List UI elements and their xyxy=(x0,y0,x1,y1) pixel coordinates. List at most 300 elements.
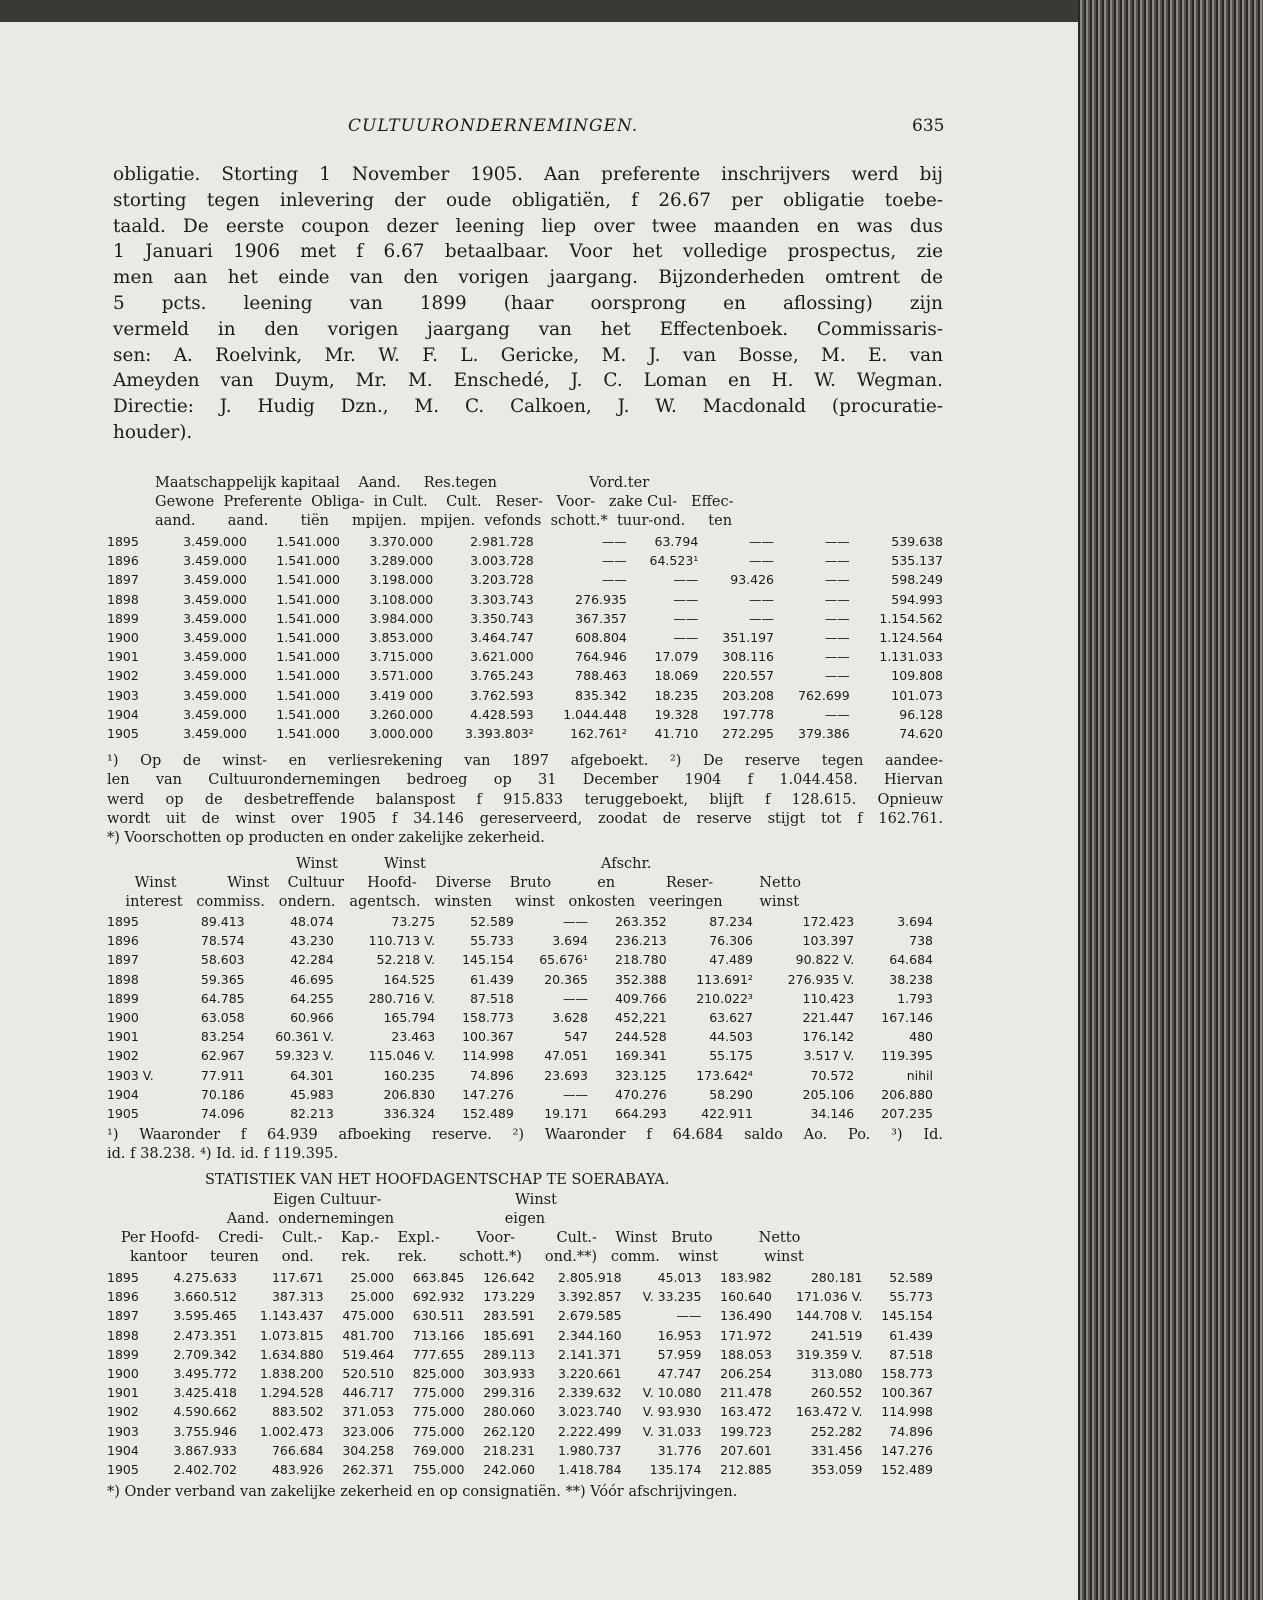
table-cell: 788.463 xyxy=(575,668,627,684)
table-cell: —— xyxy=(824,553,850,569)
table-cell: 3.350.743 xyxy=(470,610,534,626)
table-cell: 90.822 V. xyxy=(795,952,855,968)
table-cell: 4.428.593 xyxy=(470,706,534,722)
table-cell: —— xyxy=(824,630,850,646)
table-cell: 3.765.243 xyxy=(470,668,534,684)
table-cell: 299.316 xyxy=(483,1385,535,1401)
table-cell: 59.323 V. xyxy=(275,1048,334,1064)
table-cell: 42.284 xyxy=(290,952,334,968)
note-line: *) Onder verband van zakelijke zekerheid en op consignatiën. **) Vóór afschrijvingen. xyxy=(107,1484,738,1500)
page-number: 635 xyxy=(912,116,945,136)
body-paragraph xyxy=(113,162,943,446)
table-row xyxy=(107,1085,933,1104)
table-cell: 126.642 xyxy=(483,1270,535,1285)
table-cell: 3.393.803² xyxy=(465,726,534,742)
table-cell: 692.932 xyxy=(412,1289,465,1305)
table-cell: 3.459.000 xyxy=(183,687,247,703)
table-cell: 87.518 xyxy=(470,990,514,1006)
table-cell: 2.473.351 xyxy=(173,1327,237,1343)
table1-header xyxy=(155,474,733,531)
table-cell: 2.805.918 xyxy=(557,1270,622,1285)
table-cell: 3.425.418 xyxy=(173,1385,237,1401)
table-header-line: Winst Winst Afschr. xyxy=(107,856,652,872)
table-cell: 89.413 xyxy=(200,914,245,929)
table-cell: 147.276 xyxy=(881,1442,933,1458)
table-cell: 218.231 xyxy=(483,1442,535,1458)
table-cell: 70.186 xyxy=(200,1086,245,1102)
row-year: 1903 xyxy=(107,687,139,703)
row-year: 1896 xyxy=(107,933,139,949)
table-cell: 313.080 xyxy=(810,1366,863,1382)
table-cell: —— xyxy=(749,534,774,549)
table-cell: 353.059 xyxy=(810,1462,863,1478)
row-year: 1901 xyxy=(107,1029,139,1045)
table-cell: 480 xyxy=(909,1029,933,1045)
table-cell: 775.000 xyxy=(412,1423,465,1439)
table-cell: 48.074 xyxy=(290,914,334,929)
table-cell: —— xyxy=(673,630,699,646)
table-cell: 62.967 xyxy=(200,1048,245,1064)
table-cell: 115.046 V. xyxy=(368,1048,436,1064)
table-cell: 738 xyxy=(909,933,933,949)
table-cell: 44.503 xyxy=(709,1029,753,1045)
row-year: 1897 xyxy=(107,1308,139,1324)
table-cell: 2.402.702 xyxy=(173,1462,237,1478)
table-cell: 114.998 xyxy=(462,1048,514,1064)
table-row xyxy=(107,1008,933,1027)
table-cell: —— xyxy=(749,591,774,607)
table-cell: 336.324 xyxy=(383,1106,436,1122)
table-row xyxy=(107,705,943,724)
table-cell: —— xyxy=(824,591,850,607)
table-cell: 64.684 xyxy=(889,952,933,968)
table-cell: 57.959 xyxy=(657,1346,702,1362)
table-cell: 236.213 xyxy=(614,933,667,949)
table-cell: —— xyxy=(824,649,850,665)
table3-title: STATISTIEK VAN HET HOOFDAGENTSCHAP TE SOERABAYA. xyxy=(205,1172,670,1188)
table-cell: 303.933 xyxy=(483,1366,535,1382)
paragraph-line: Ameyden van Duym, Mr. M. Enschedé, J. C. Loman en H. W. Wegman. xyxy=(113,370,943,392)
table-cell: 1.541.000 xyxy=(276,630,340,646)
table-cell: 64.301 xyxy=(290,1067,334,1083)
table-cell: 351.197 xyxy=(722,630,774,646)
table-cell: 55.175 xyxy=(709,1048,753,1064)
table-cell: 3.023.740 xyxy=(557,1404,622,1420)
table-cell: 3.755.946 xyxy=(173,1423,237,1439)
table-cell: —— xyxy=(562,1086,588,1102)
table-cell: 3.628 xyxy=(552,1010,588,1026)
table-cell: 158.773 xyxy=(462,1010,514,1026)
table-cell: 93.426 xyxy=(730,572,774,588)
table-cell: 1.073.815 xyxy=(260,1327,324,1343)
running-header: CULTUURONDERNEMINGEN. xyxy=(348,116,639,136)
table-cell: 1.634.880 xyxy=(260,1346,324,1362)
table-cell: nihil xyxy=(906,1067,933,1083)
table-header-line: Aand. ondernemingen eigen xyxy=(107,1211,546,1227)
table-cell: 242.060 xyxy=(483,1462,535,1478)
row-year: 1901 xyxy=(107,1385,139,1401)
row-year: 1900 xyxy=(107,1366,139,1382)
note-line: len van Cultuurondernemingen bedroeg op 31 December 1904 f 1.044.458. Hiervan xyxy=(107,772,943,789)
table-cell: 1.044.448 xyxy=(563,706,627,722)
table-row xyxy=(107,1268,933,1287)
table-cell: 519.464 xyxy=(342,1346,395,1362)
note-line: ¹) Waaronder f 64.939 afboeking reserve. ²) Waaronder f 64.684 saldo Ao. Po. ³) Id. xyxy=(107,1127,943,1143)
table-cell: 3.571.000 xyxy=(369,668,434,684)
table-cell: 3.867.933 xyxy=(173,1442,237,1458)
table-cell: 775.000 xyxy=(412,1404,465,1420)
table-cell: 18.069 xyxy=(654,668,699,684)
row-year: 1895 xyxy=(107,534,139,549)
table-row xyxy=(107,931,933,950)
row-year: 1896 xyxy=(107,1289,139,1305)
table-row xyxy=(107,1027,933,1046)
table-cell: 777.655 xyxy=(412,1346,465,1362)
row-year: 1903 xyxy=(107,1423,139,1439)
table-row xyxy=(107,1402,933,1421)
table-cell: 46.695 xyxy=(290,971,334,987)
table-row xyxy=(107,570,943,589)
table-cell: 3.459.000 xyxy=(183,726,247,742)
table-cell: 3.853.000 xyxy=(369,630,434,646)
table-cell: 34.146 xyxy=(810,1106,855,1122)
row-year: 1902 xyxy=(107,1048,139,1064)
table-cell: 210.022³ xyxy=(696,990,753,1006)
table-cell: 162.761² xyxy=(570,726,627,742)
table-cell: 207.601 xyxy=(720,1442,772,1458)
table-header-line: interest commiss. ondern. agentsch. winsten winst onkosten veeringen winst xyxy=(107,894,800,910)
table-cell: 110.713 V. xyxy=(368,933,436,949)
row-year: 1895 xyxy=(107,1270,139,1285)
table-row xyxy=(107,647,943,666)
table-cell: 3.464.747 xyxy=(470,630,534,646)
table-cell: 1.124.564 xyxy=(879,630,943,646)
table-cell: 3.621.000 xyxy=(470,649,534,665)
table-header-line: Eigen Cultuur- Winst xyxy=(107,1192,557,1208)
table-cell: 3.220.661 xyxy=(557,1366,622,1382)
table-cell: 775.000 xyxy=(412,1385,465,1401)
table-cell: 2.679.585 xyxy=(557,1308,622,1324)
table-cell: 100.367 xyxy=(881,1385,933,1401)
table-cell: 136.490 xyxy=(720,1308,772,1324)
table-header-line: Maatschappelijk kapitaal Aand. Res.tegen Vord.ter xyxy=(155,475,650,491)
table-cell: 3.108.000 xyxy=(369,591,434,607)
table-cell: 409.766 xyxy=(614,990,667,1006)
paragraph-line: sen: A. Roelvink, Mr. W. F. L. Gericke, M. J. van Bosse, M. E. van xyxy=(113,344,943,366)
table-cell: 3.459.000 xyxy=(183,610,247,626)
table-cell: 3.000.000 xyxy=(369,726,434,742)
table-cell: —— xyxy=(749,610,774,626)
table3-notes xyxy=(107,1483,943,1502)
table-cell: 163.472 V. xyxy=(795,1404,863,1420)
row-year: 1902 xyxy=(107,668,139,684)
table-cell: 41.710 xyxy=(654,726,699,742)
table-cell: 3.694 xyxy=(552,933,588,949)
table-cell: 74.096 xyxy=(200,1106,245,1122)
table-cell: 3.198.000 xyxy=(369,572,434,588)
table-cell: 205.106 xyxy=(802,1086,855,1102)
table-cell: 207.235 xyxy=(881,1106,933,1122)
table-cell: —— xyxy=(562,914,588,929)
table-cell: 3.459.000 xyxy=(183,572,247,588)
table-row xyxy=(107,1345,933,1364)
table-cell: 43.230 xyxy=(290,933,334,949)
row-year: 1905 xyxy=(107,1462,139,1478)
table-cell: 766.684 xyxy=(271,1442,324,1458)
table-cell: 3.419 000 xyxy=(369,687,434,703)
table-cell: 60.966 xyxy=(290,1010,334,1026)
table-cell: 283.591 xyxy=(483,1308,535,1324)
table-cell: 323.125 xyxy=(614,1067,667,1083)
table-cell: 152.489 xyxy=(462,1106,514,1122)
paragraph-line: 5 pcts. leening van 1899 (haar oorsprong en aflossing) zijn xyxy=(113,292,943,314)
table-cell: 3.694 xyxy=(897,914,933,929)
row-year: 1898 xyxy=(107,1327,139,1343)
table-cell: 367.357 xyxy=(575,610,627,626)
table-cell: 65.676¹ xyxy=(539,952,588,968)
table-cell: 1.541.000 xyxy=(276,668,340,684)
table2-notes xyxy=(107,1126,943,1165)
table-cell: 52.589 xyxy=(889,1270,933,1285)
table-cell: 481.700 xyxy=(342,1327,395,1343)
table-cell: 262.371 xyxy=(342,1462,395,1478)
table-cell: 664.293 xyxy=(614,1106,667,1122)
row-year: 1904 xyxy=(107,706,139,722)
table-row xyxy=(107,1364,933,1383)
table-cell: 76.306 xyxy=(709,933,753,949)
table-row xyxy=(107,1306,933,1325)
table-cell: 158.773 xyxy=(881,1366,933,1382)
table-cell: 3.459.000 xyxy=(183,668,247,684)
paragraph-line: men aan het einde van den vorigen jaargang. Bijzonderheden omtrent de xyxy=(113,267,943,289)
paragraph-line: Directie: J. Hudig Dzn., M. C. Calkoen, J. W. Macdonald (procuratie- xyxy=(113,396,943,418)
table-cell: 1.131.033 xyxy=(879,649,943,665)
row-year: 1899 xyxy=(107,1346,139,1362)
table-cell: 4.275.633 xyxy=(173,1270,237,1285)
table-cell: 280.716 V. xyxy=(368,990,436,1006)
table-row xyxy=(107,989,933,1008)
table-cell: 3.392.857 xyxy=(557,1289,622,1305)
table-cell: 276.935 V. xyxy=(787,971,855,987)
table-cell: 145.154 xyxy=(462,952,514,968)
table-cell: 3.289.000 xyxy=(369,553,434,569)
table-cell: 58.290 xyxy=(709,1086,753,1102)
table-row xyxy=(107,1460,933,1479)
table-cell: 19.328 xyxy=(654,706,699,722)
row-year: 1900 xyxy=(107,1010,139,1026)
table-cell: 17.079 xyxy=(654,649,699,665)
note-line: wordt uit de winst over 1905 f 34.146 gereserveerd, zoodat de reserve stijgt tot f 162.761. xyxy=(107,810,943,827)
table-cell: 1.154.562 xyxy=(879,610,943,626)
table-cell: —— xyxy=(601,572,627,588)
table-cell: V. 93.930 xyxy=(642,1404,702,1420)
table-cell: 263.352 xyxy=(614,914,667,929)
table-cell: 18.235 xyxy=(654,687,699,703)
table-row xyxy=(107,1104,933,1123)
table-cell: —— xyxy=(824,706,850,722)
table-row xyxy=(107,532,943,551)
table-cell: 1.838.200 xyxy=(260,1366,324,1382)
table-cell: —— xyxy=(562,990,588,1006)
table-cell: 218.780 xyxy=(614,952,667,968)
table-cell: 45.013 xyxy=(657,1270,702,1285)
table-cell: 96.128 xyxy=(899,706,943,722)
row-year: 1897 xyxy=(107,572,139,588)
table-cell: 206.830 xyxy=(383,1086,436,1102)
table-cell: 83.254 xyxy=(200,1029,245,1045)
table-cell: 117.671 xyxy=(271,1270,324,1285)
table-row xyxy=(107,1326,933,1345)
paragraph-line: houder). xyxy=(113,421,193,443)
table-cell: 47.747 xyxy=(657,1366,702,1382)
table-cell: 103.397 xyxy=(802,933,855,949)
table-cell: 188.053 xyxy=(720,1346,772,1362)
table-cell: 212.885 xyxy=(720,1462,772,1478)
table-cell: 244.528 xyxy=(614,1029,667,1045)
table-cell: 304.258 xyxy=(342,1442,395,1458)
row-year: 1901 xyxy=(107,649,139,665)
table-cell: 31.776 xyxy=(657,1442,702,1458)
table-row xyxy=(107,1422,933,1441)
table-cell: 206.254 xyxy=(720,1366,772,1382)
table-cell: 276.935 xyxy=(575,591,627,607)
table-cell: 173.229 xyxy=(483,1289,535,1305)
table-cell: 100.367 xyxy=(462,1029,514,1045)
table-cell: 483.926 xyxy=(271,1462,324,1478)
table1-capital xyxy=(107,532,943,743)
table1-notes xyxy=(107,752,943,848)
table-cell: 63.058 xyxy=(200,1010,245,1026)
table-cell: 1.541.000 xyxy=(276,572,340,588)
table-cell: 446.717 xyxy=(342,1385,395,1401)
table-cell: 74.620 xyxy=(899,726,943,742)
table-cell: 352.388 xyxy=(614,971,667,987)
table-cell: 63.627 xyxy=(709,1010,753,1026)
table-cell: 199.723 xyxy=(720,1423,772,1439)
table-cell: 3.459.000 xyxy=(183,553,247,569)
row-year: 1899 xyxy=(107,990,139,1006)
table-cell: 55.733 xyxy=(470,933,514,949)
table-cell: 171.972 xyxy=(720,1327,772,1343)
table-cell: 3.495.772 xyxy=(173,1366,237,1382)
table-cell: 3.459.000 xyxy=(183,649,247,665)
table-cell: 119.395 xyxy=(881,1048,933,1064)
table-cell: 3.203.728 xyxy=(470,572,534,588)
table-cell: 1.541.000 xyxy=(276,687,340,703)
table-cell: 60.361 V. xyxy=(275,1029,334,1045)
paragraph-line: obligatie. Storting 1 November 1905. Aan preferente inschrijvers werd bij xyxy=(113,164,943,185)
table-row xyxy=(107,950,933,969)
book-page-edges xyxy=(1078,0,1263,1600)
table-cell: 169.341 xyxy=(614,1048,667,1064)
row-year: 1904 xyxy=(107,1442,139,1458)
table-cell: 630.511 xyxy=(412,1308,465,1324)
row-year: 1898 xyxy=(107,971,139,987)
table-cell: 74.896 xyxy=(889,1423,933,1439)
table-cell: 221.447 xyxy=(802,1010,855,1026)
paragraph-line: taald. De eerste coupon dezer leening liep over twee maanden en was dus xyxy=(113,215,943,237)
table-cell: 3.517 V. xyxy=(803,1048,855,1064)
table-cell: 4.590.662 xyxy=(173,1404,237,1420)
table-cell: 539.638 xyxy=(891,534,943,549)
table-cell: 3.762.593 xyxy=(470,687,534,703)
table-cell: 52.218 V. xyxy=(376,952,436,968)
table-row xyxy=(107,551,943,570)
table-cell: 73.275 xyxy=(391,914,436,929)
table2-header xyxy=(107,855,801,912)
table-row xyxy=(107,590,943,609)
table-cell: 422.911 xyxy=(701,1106,753,1122)
table-cell: 713.166 xyxy=(412,1327,465,1343)
table-cell: 23.693 xyxy=(544,1067,588,1083)
table-cell: 1.418.784 xyxy=(557,1462,622,1478)
table-row xyxy=(107,912,933,931)
table-cell: 3.003.728 xyxy=(470,553,534,569)
table-cell: 82.213 xyxy=(290,1106,334,1122)
table-cell: 160.235 xyxy=(383,1067,436,1083)
table-cell: 147.276 xyxy=(462,1086,514,1102)
table-cell: 160.640 xyxy=(720,1289,772,1305)
table-cell: 3.660.512 xyxy=(173,1289,237,1305)
table-row xyxy=(107,686,943,705)
table-cell: 241.519 xyxy=(810,1327,863,1343)
table-header-line: Winst Winst Cultuur Hoofd- Diverse Bruto en Reser- Netto xyxy=(107,875,801,891)
table-cell: 547 xyxy=(564,1029,588,1045)
row-year: 1896 xyxy=(107,553,139,569)
table-header-line: aand. aand. tiën mpijen. mpijen. vefonds schott.* tuur-ond. ten xyxy=(155,513,733,529)
table-cell: 70.572 xyxy=(810,1067,855,1083)
table-cell: 16.953 xyxy=(657,1327,702,1343)
table-cell: 470.276 xyxy=(614,1086,667,1102)
table-cell: 109.808 xyxy=(891,668,943,684)
table2-profit xyxy=(107,912,933,1123)
note-line: werd op de desbetreffende balanspost f 915.833 teruggeboekt, blijft f 128.615. Opnieuw xyxy=(107,791,943,808)
table-row xyxy=(107,609,943,628)
table-cell: 113.691² xyxy=(696,971,753,987)
row-year: 1897 xyxy=(107,952,139,968)
table-cell: 2.709.342 xyxy=(173,1346,237,1362)
table-cell: 59.365 xyxy=(200,971,245,987)
table-cell: 387.313 xyxy=(271,1289,324,1305)
table-cell: 762.699 xyxy=(798,687,850,703)
table-cell: 379.386 xyxy=(798,726,850,742)
table-cell: —— xyxy=(824,572,850,588)
note-line: ¹) Op de winst- en verliesrekening van 1897 afgeboekt. ²) De reserve tegen aandee- xyxy=(107,753,943,769)
table-cell: 74.896 xyxy=(470,1067,514,1083)
table-cell: 663.845 xyxy=(412,1270,465,1285)
table-cell: 1.541.000 xyxy=(276,706,340,722)
table-cell: 144.708 V. xyxy=(795,1308,863,1324)
table-cell: 163.472 xyxy=(720,1404,772,1420)
row-year: 1902 xyxy=(107,1404,139,1420)
table-cell: 1.294.528 xyxy=(260,1385,324,1401)
table-cell: 1.541.000 xyxy=(276,591,340,607)
paragraph-line: vermeld in den vorigen jaargang van het Effectenboek. Commissaris- xyxy=(113,318,943,340)
table-cell: 2.981.728 xyxy=(470,534,534,549)
row-year: 1905 xyxy=(107,726,139,742)
table-cell: 1.002.473 xyxy=(260,1423,324,1439)
table-cell: 289.113 xyxy=(483,1346,535,1362)
row-year: 1904 xyxy=(107,1086,139,1102)
row-year: 1900 xyxy=(107,630,139,646)
table-cell: 206.880 xyxy=(881,1086,933,1102)
table-cell: 1.143.437 xyxy=(260,1308,324,1324)
table-cell: 280.181 xyxy=(810,1270,863,1285)
table-cell: 23.463 xyxy=(391,1029,436,1045)
row-year: 1905 xyxy=(107,1106,139,1122)
table-cell: 64.785 xyxy=(200,990,245,1006)
table-cell: 452,221 xyxy=(614,1010,667,1026)
